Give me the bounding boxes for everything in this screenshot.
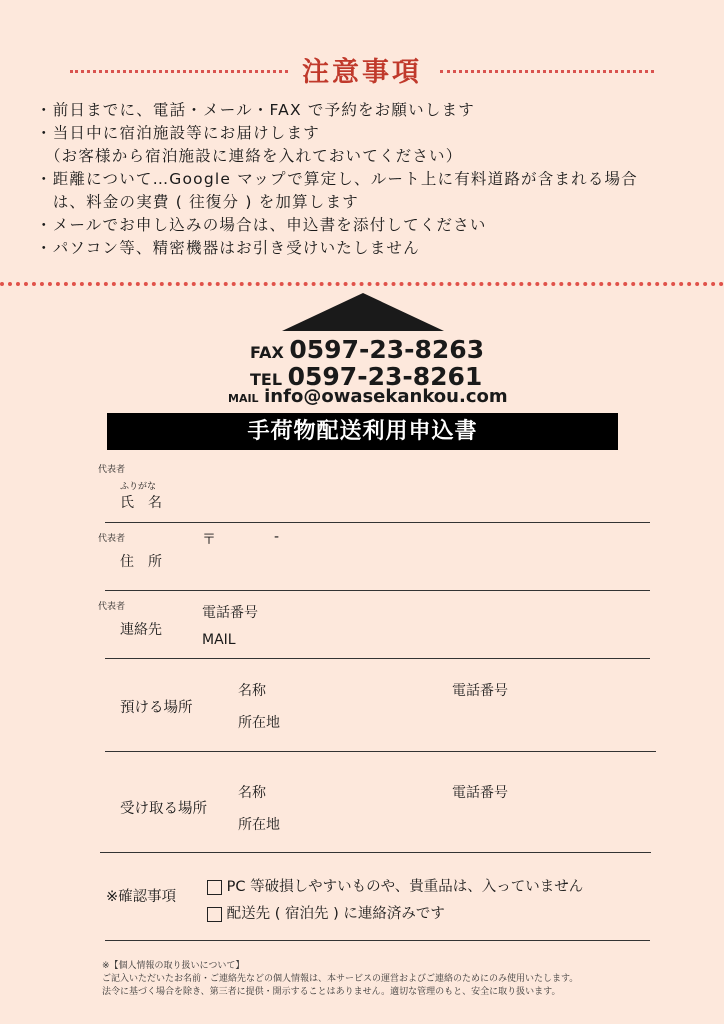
fax-row — [250, 335, 484, 364]
contact-field[interactable] — [105, 658, 650, 659]
furigana-label: ふりがな — [120, 482, 157, 492]
deposit-phone-label: 電話番号 — [452, 683, 508, 699]
notice-item: ・メールでお申し込みの場合は、申込書を添付してください — [36, 216, 487, 234]
confirm-item-label: 配送先 ( 宿泊先 ) に連絡済みです — [226, 906, 445, 922]
contact-phone-label: 電話番号 — [202, 605, 258, 621]
name-label: 氏 名 — [120, 495, 162, 511]
pickup-label: 受け取る場所 — [120, 801, 207, 817]
confirm-label: ※確認事項 — [106, 889, 177, 905]
deposit-name-label: 名称 — [238, 683, 266, 699]
notice-list — [36, 99, 706, 260]
checkbox-icon[interactable] — [207, 907, 222, 922]
section-divider — [0, 282, 724, 286]
mail-row — [228, 386, 508, 407]
pickup-location-label: 所在地 — [238, 817, 280, 833]
notice-item: は、料金の実費 ( 往復分 ) を加算します — [36, 193, 359, 211]
deposit-location-label: 所在地 — [238, 715, 280, 731]
address-label: 住 所 — [120, 554, 162, 570]
notice-item: ・距離について…Google マップで算定し、ルート上に有料道路が含まれる場合 — [36, 170, 638, 188]
notice-item: ・前日までに、電話・メール・FAX で予約をお願いします — [36, 101, 475, 119]
checkbox-icon[interactable] — [207, 880, 222, 895]
pickup-name-label: 名称 — [238, 785, 266, 801]
tel-number: 0597-23-8261 — [287, 362, 483, 391]
tel-label: TEL — [250, 370, 283, 389]
deposit-field[interactable] — [105, 751, 656, 752]
contact-label: 連絡先 — [120, 622, 162, 638]
page-title: 注意事項 — [302, 57, 422, 88]
roof-triangle-icon — [282, 293, 444, 331]
confirm-item-label: PC 等破損しやすいものや、貴重品は、入っていません — [226, 879, 584, 895]
privacy-line: ご記入いただいたお名前・ご連絡先などの個人情報は、本サービスの運営およびご連絡のためにのみ使用いたします。 — [102, 974, 579, 984]
fax-label: FAX — [250, 343, 284, 362]
notice-item: ・パソコン等、精密機器はお引き受けいたしません — [36, 239, 420, 257]
postal-mark: 〒 — [202, 532, 216, 548]
contact-rep-label: 代表者 — [98, 602, 126, 612]
address-field[interactable] — [105, 590, 650, 591]
privacy-notice — [102, 960, 578, 999]
fax-number: 0597-23-8263 — [289, 335, 485, 364]
notice-item: （お客様から宿泊施設に連絡を入れておいてください） — [36, 147, 463, 165]
confirm-divider — [105, 940, 650, 941]
mail-label: MAIL — [228, 392, 259, 405]
postal-dash: - — [274, 529, 280, 545]
name-field[interactable] — [105, 522, 650, 523]
contact-mail-label: MAIL — [202, 632, 236, 648]
confirm-item-valuables[interactable] — [207, 875, 583, 896]
deposit-label: 預ける場所 — [120, 700, 193, 716]
privacy-line: 法令に基づく場合を除き、第三者に提供・開示することはありません。適切な管理のもと、安全に取り扱います。 — [102, 987, 561, 997]
name-rep-label: 代表者 — [98, 465, 126, 475]
privacy-heading: ※【個人情報の取り扱いについて】 — [102, 961, 245, 971]
pickup-phone-label: 電話番号 — [452, 785, 508, 801]
pickup-field[interactable] — [100, 852, 651, 853]
notice-item: ・当日中に宿泊施設等にお届けします — [36, 124, 320, 142]
form-title-banner: 手荷物配送利用申込書 — [107, 413, 618, 450]
confirm-item-notified[interactable] — [207, 902, 445, 923]
title-dots-right — [440, 70, 654, 73]
mail-address[interactable]: info@owasekankou.com — [264, 386, 508, 407]
address-rep-label: 代表者 — [98, 534, 126, 544]
